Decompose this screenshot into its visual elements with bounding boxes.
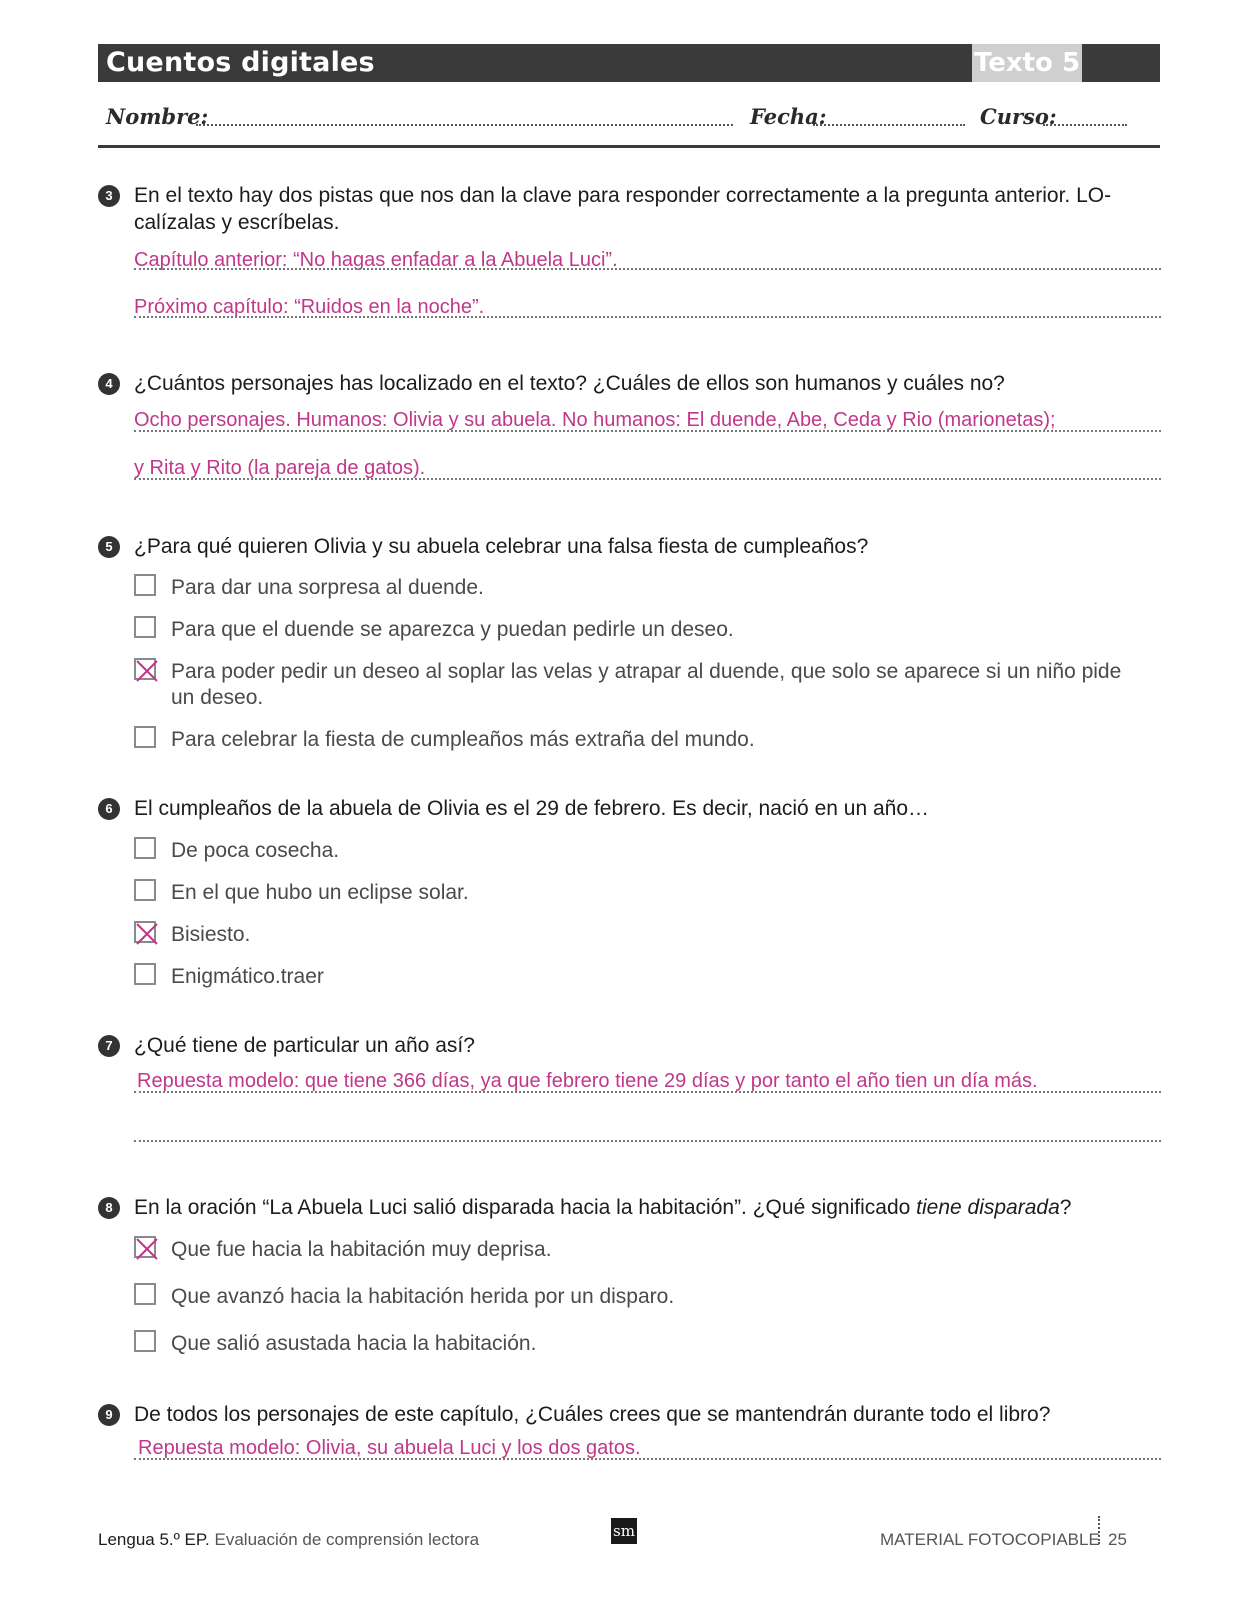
curso-field[interactable] <box>1043 124 1127 126</box>
answer-text: y Rita y Rito (la pareja de gatos). <box>134 457 426 479</box>
checkbox[interactable] <box>134 963 156 985</box>
option-label: Para que el duende se aparezca y puedan pedirle un deseo. <box>171 618 734 641</box>
option-label: Que avanzó hacia la habitación herida por un disparo. <box>171 1285 675 1308</box>
question-number: 9 <box>98 1404 120 1426</box>
nombre-label: Nombre: <box>106 104 209 129</box>
question-number: 4 <box>98 373 120 395</box>
title-bar <box>98 44 1160 82</box>
option-label: De poca cosecha. <box>171 839 340 862</box>
answer-line[interactable] <box>134 1091 1161 1093</box>
question-text-part: En la oración “La Abuela Luci salió disparada hacia la habitación”. ¿Qué significado <box>134 1196 917 1219</box>
checkbox[interactable] <box>134 837 156 859</box>
option-label: Que fue hacia la habitación muy deprisa. <box>171 1238 552 1261</box>
question-text-cont: calízalas y escríbelas. <box>134 211 340 234</box>
question-text-italic: tiene disparada <box>916 1196 1060 1219</box>
question-text: ¿Qué tiene de particular un año así? <box>134 1034 475 1057</box>
sm-logo: sm <box>611 1518 637 1544</box>
option-label: Para poder pedir un deseo al soplar las velas y atrapar al duende, que solo se aparece si un niño pide <box>171 660 1122 683</box>
answer-text: Ocho personajes. Humanos: Olivia y su abuela. No humanos: El duende, Abe, Ceda y Rio (marionetas); <box>134 409 1056 431</box>
question-text: El cumpleaños de la abuela de Olivia es el 29 de febrero. Es decir, nació en un año… <box>134 797 929 820</box>
question-number: 3 <box>98 185 120 207</box>
footer-subject: Lengua 5.º EP. <box>98 1530 210 1549</box>
footer-separator <box>1098 1516 1100 1544</box>
answer-line[interactable] <box>134 430 1161 432</box>
answer-line[interactable] <box>134 316 1161 318</box>
question-number: 7 <box>98 1035 120 1057</box>
footer-description: Evaluación de comprensión lectora <box>214 1530 480 1549</box>
checkbox[interactable] <box>134 1283 156 1305</box>
answer-text: Próximo capítulo: “Ruidos en la noche”. <box>134 296 485 318</box>
x-mark-icon <box>134 658 160 684</box>
answer-line[interactable] <box>134 1458 1161 1460</box>
question-text: ¿Para qué quieren Olivia y su abuela celebrar una falsa fiesta de cumpleaños? <box>134 535 869 558</box>
answer-line[interactable] <box>134 268 1161 270</box>
question-number: 8 <box>98 1197 120 1219</box>
question-text: En el texto hay dos pistas que nos dan la clave para responder correctamente a la pregunta anterior. LO- <box>134 184 1112 207</box>
checkbox-checked[interactable] <box>134 658 156 680</box>
checkbox[interactable] <box>134 616 156 638</box>
question-number: 5 <box>98 536 120 558</box>
answer-line[interactable] <box>134 478 1161 480</box>
checkbox[interactable] <box>134 879 156 901</box>
checkbox-checked[interactable] <box>134 921 156 943</box>
answer-text: Repuesta modelo: Olivia, su abuela Luci y los dos gatos. <box>138 1437 641 1459</box>
question-text: ¿Cuántos personajes has localizado en el texto? ¿Cuáles de ellos son humanos y cuáles no? <box>134 372 1005 395</box>
answer-text: Capítulo anterior: “No hagas enfadar a la Abuela Luci”. <box>134 249 618 271</box>
page-number: 25 <box>1108 1530 1127 1549</box>
question-text: De todos los personajes de este capítulo, ¿Cuáles crees que se mantendrán durante todo el libro? <box>134 1403 1051 1426</box>
checkbox-checked[interactable] <box>134 1236 156 1258</box>
footer-material: MATERIAL FOTOCOPIABLE <box>880 1530 1100 1549</box>
checkbox[interactable] <box>134 726 156 748</box>
question-text-end: ? <box>1059 1196 1072 1219</box>
footer-left <box>98 1530 479 1550</box>
answer-line[interactable] <box>134 1140 1161 1142</box>
option-label: Enigmático.traer <box>171 965 324 988</box>
nombre-field[interactable] <box>196 124 733 126</box>
fecha-label: Fecha: <box>750 104 827 129</box>
option-label: Bisiesto. <box>171 923 251 946</box>
checkbox[interactable] <box>134 574 156 596</box>
header-divider <box>98 145 1160 148</box>
curso-label: Curso: <box>980 104 1057 129</box>
checkbox[interactable] <box>134 1330 156 1352</box>
x-mark-icon <box>134 921 160 947</box>
answer-text: Repuesta modelo: que tiene 366 días, ya que febrero tiene 29 días y por tanto el año tien un día más. <box>137 1070 1038 1092</box>
fecha-field[interactable] <box>813 124 965 126</box>
x-mark-icon <box>134 1236 160 1262</box>
question-number: 6 <box>98 798 120 820</box>
option-label: En el que hubo un eclipse solar. <box>171 881 469 904</box>
text-badge: Texto 5 <box>972 44 1082 82</box>
option-label: Para celebrar la fiesta de cumpleaños más extraña del mundo. <box>171 728 755 751</box>
question-text <box>134 1194 1164 1221</box>
option-label-cont: un deseo. <box>171 686 264 709</box>
option-label: Para dar una sorpresa al duende. <box>171 576 484 599</box>
option-label: Que salió asustada hacia la habitación. <box>171 1332 537 1355</box>
page-title: Cuentos digitales <box>106 47 375 78</box>
